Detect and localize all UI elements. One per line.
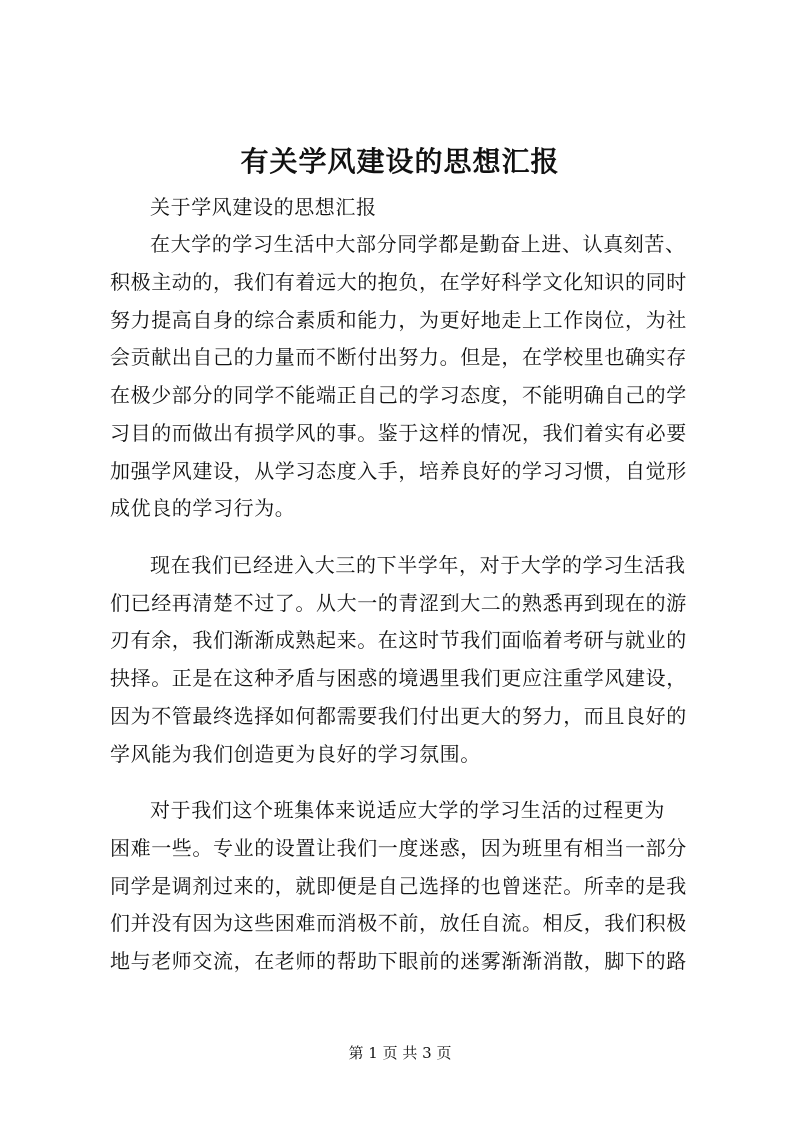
paragraph-line: 地与老师交流，在老师的帮助下眼前的迷雾渐渐消散，脚下的路	[110, 949, 687, 973]
document-title: 有关学风建设的思想汇报	[240, 145, 560, 178]
paragraph-line: 学风能为我们创造更为良好的学习氛围。	[110, 742, 481, 766]
paragraph-line: 同学是调剂过来的，就即便是自己选择的也曾迷茫。所幸的是我	[110, 874, 687, 898]
paragraph-line: 对于我们这个班集体来说适应大学的学习生活的过程更为	[150, 798, 665, 822]
paragraph-line: 们已经再清楚不过了。从大一的青涩到大二的熟悉再到现在的游	[110, 591, 687, 615]
paragraph-line: 抉择。正是在这种矛盾与困惑的境遇里我们更应注重学风建设，	[110, 666, 687, 690]
paragraph-line: 积极主动的，我们有着远大的抱负，在学好科学文化知识的同时	[110, 270, 687, 294]
page-number-footer: 第 1 页 共 3 页	[348, 1044, 452, 1062]
paragraph-line: 现在我们已经进入大三的下半学年，对于大学的学习生活我	[150, 553, 686, 577]
paragraph-line: 习目的而做出有损学风的事。鉴于这样的情况，我们着实有必要	[110, 421, 687, 445]
paragraph-line: 刃有余，我们渐渐成熟起来。在这时节我们面临着考研与就业的	[110, 628, 687, 652]
paragraph-line: 在极少部分的同学不能端正自己的学习态度，不能明确自己的学	[110, 383, 687, 407]
subtitle-line: 关于学风建设的思想汇报	[150, 195, 377, 219]
paragraph-line: 加强学风建设，从学习态度入手，培养良好的学习习惯，自觉形	[110, 459, 687, 483]
paragraph-line: 努力提高自身的综合素质和能力，为更好地走上工作岗位，为社	[110, 308, 687, 332]
paragraph-line: 成优良的学习行为。	[110, 496, 296, 520]
paragraph-line: 因为不管最终选择如何都需要我们付出更大的努力，而且良好的	[110, 704, 687, 728]
paragraph-line: 困难一些。专业的设置让我们一度迷惑，因为班里有相当一部分	[110, 836, 687, 860]
paragraph-line: 在大学的学习生活中大部分同学都是勤奋上进、认真刻苦、	[150, 232, 686, 256]
paragraph-line: 们并没有因为这些困难而消极不前，放任自流。相反，我们积极	[110, 911, 687, 935]
paragraph-line: 会贡献出自己的力量而不断付出努力。但是，在学校里也确实存	[110, 345, 687, 369]
